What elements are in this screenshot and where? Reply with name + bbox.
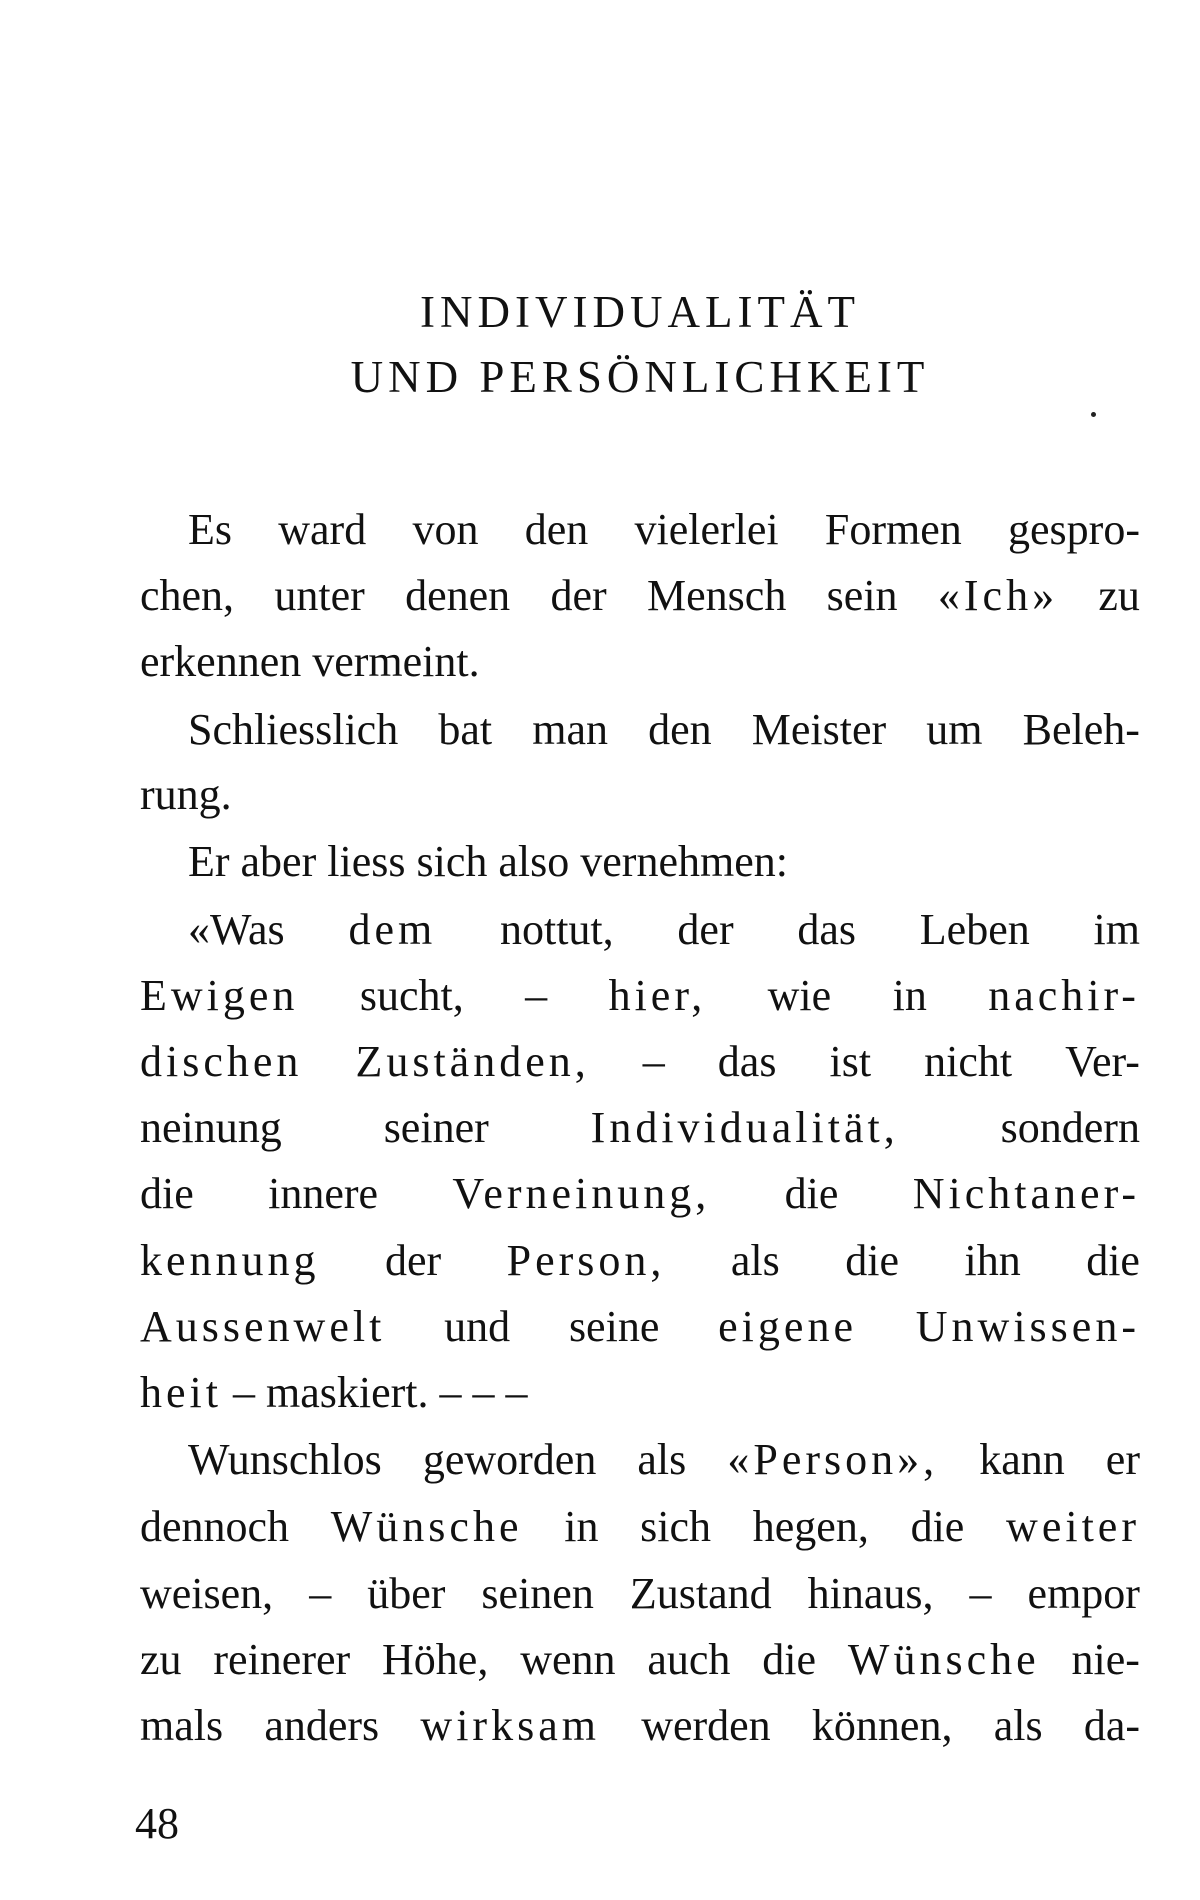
word: «Was	[188, 905, 285, 954]
word: Nichtaner-	[912, 1169, 1140, 1218]
word: den	[524, 505, 589, 554]
word: hinaus,	[807, 1569, 934, 1618]
word: Zustand	[629, 1569, 772, 1618]
word: sich	[640, 1502, 712, 1551]
word: zu	[1098, 571, 1140, 620]
word: «Person»,	[727, 1435, 939, 1484]
word: hegen,	[752, 1502, 869, 1551]
body-line	[140, 505, 1140, 554]
body-line	[140, 1635, 1140, 1684]
word: –	[232, 1368, 255, 1417]
word: sein	[826, 571, 898, 620]
body-line	[140, 1103, 1140, 1152]
word: liess	[327, 837, 406, 886]
word: um	[926, 705, 983, 754]
word: sondern	[1000, 1103, 1140, 1152]
word: rung.	[140, 770, 232, 819]
word: und	[444, 1302, 511, 1351]
word: Schliesslich	[188, 705, 399, 754]
body-line	[140, 1169, 1140, 1218]
word: als	[637, 1435, 687, 1484]
word: können,	[811, 1701, 953, 1750]
body-line	[140, 770, 1140, 819]
word: neinung	[140, 1103, 282, 1152]
word: Beleh-	[1022, 705, 1140, 754]
word: Verneinung,	[452, 1169, 711, 1218]
chapter-title-line-1: INDIVIDUALITÄT	[420, 287, 860, 337]
word: wenn	[520, 1635, 616, 1684]
word: Mensch	[647, 571, 787, 620]
word: «Ich»	[937, 571, 1059, 620]
word: Es	[188, 505, 232, 554]
word: nicht	[924, 1037, 1013, 1086]
word: –	[525, 971, 548, 1020]
word: dischen	[140, 1037, 303, 1086]
word: Höhe,	[382, 1635, 489, 1684]
word: nie-	[1071, 1635, 1140, 1684]
word: Zuständen,	[355, 1037, 590, 1086]
word: Ver-	[1065, 1037, 1140, 1086]
word: empor	[1027, 1569, 1140, 1618]
word: aber	[240, 837, 317, 886]
word: nachir-	[988, 971, 1140, 1020]
word: wirksam	[420, 1701, 600, 1750]
word: die	[784, 1169, 839, 1218]
word: kann	[979, 1435, 1065, 1484]
word: wie	[767, 971, 832, 1020]
word: als	[993, 1701, 1043, 1750]
body-line	[140, 1701, 1140, 1750]
body-line	[140, 1502, 1140, 1551]
word: auch	[647, 1635, 731, 1684]
word: die	[1086, 1236, 1140, 1285]
word: Ewigen	[140, 971, 299, 1020]
word: werden	[641, 1701, 771, 1750]
word: Formen	[824, 505, 962, 554]
word: die	[845, 1236, 900, 1285]
word: Person,	[506, 1236, 666, 1285]
word: weisen,	[140, 1569, 274, 1618]
word: der	[550, 571, 607, 620]
word: im	[1093, 905, 1140, 954]
word: die	[910, 1502, 965, 1551]
page-number: 48	[135, 1799, 179, 1848]
word: bat	[438, 705, 493, 754]
word: –	[309, 1569, 332, 1618]
word: der	[385, 1236, 442, 1285]
word: in	[892, 971, 927, 1020]
word: seinen	[481, 1569, 594, 1618]
word: zu	[140, 1635, 182, 1684]
word: dem	[348, 905, 437, 954]
body-line	[140, 1368, 1140, 1417]
word: –	[505, 1368, 528, 1417]
body-line	[140, 637, 1140, 686]
word: erkennen	[140, 637, 302, 686]
word: hier,	[608, 971, 707, 1020]
body-line	[140, 1569, 1140, 1618]
word: ihn	[964, 1236, 1021, 1285]
word: vielerlei	[634, 505, 779, 554]
word: denen	[405, 571, 511, 620]
body-line	[140, 837, 1140, 886]
word: weiter	[1006, 1502, 1140, 1551]
word: die	[140, 1169, 194, 1218]
word: ist	[829, 1037, 872, 1086]
word: Meister	[751, 705, 887, 754]
word: Aussenwelt	[140, 1302, 386, 1351]
body-line	[140, 1236, 1140, 1285]
word: der	[677, 905, 734, 954]
word: heit	[140, 1368, 222, 1417]
word: unter	[274, 571, 365, 620]
word: innere	[268, 1169, 379, 1218]
word: das	[797, 905, 857, 954]
word: chen,	[140, 571, 235, 620]
word: geworden	[422, 1435, 597, 1484]
word: –	[439, 1368, 462, 1417]
body-line	[140, 571, 1140, 620]
word: in	[564, 1502, 599, 1551]
word: –	[969, 1569, 992, 1618]
word: als	[730, 1236, 780, 1285]
body-line	[140, 1435, 1140, 1484]
word: –	[642, 1037, 665, 1086]
word: vermeint.	[312, 637, 480, 686]
word: seiner	[383, 1103, 489, 1152]
word: von	[412, 505, 479, 554]
body-line	[140, 1037, 1140, 1086]
word: seine	[568, 1302, 660, 1351]
word: anders	[264, 1701, 380, 1750]
ink-speck	[1091, 412, 1096, 417]
word: ward	[278, 505, 367, 554]
word: da-	[1083, 1701, 1140, 1750]
body-line	[140, 1302, 1140, 1351]
word: er	[1105, 1435, 1140, 1484]
body-line	[140, 705, 1140, 754]
word: eigene	[718, 1302, 857, 1351]
word: Unwissen-	[915, 1302, 1140, 1351]
word: reinerer	[213, 1635, 351, 1684]
word: also	[498, 837, 570, 886]
word: Wunschlos	[188, 1435, 382, 1484]
chapter-title-line-2: UND PERSÖNLICHKEIT	[350, 352, 930, 402]
word: kennung	[140, 1236, 320, 1285]
word: gespro-	[1008, 505, 1140, 554]
word: Wünsche	[330, 1502, 523, 1551]
body-line	[140, 905, 1140, 954]
word: man	[532, 705, 608, 754]
word: nottut,	[499, 905, 614, 954]
word: Leben	[919, 905, 1030, 954]
word: mals	[140, 1701, 224, 1750]
word: die	[762, 1635, 817, 1684]
word: maskiert.	[265, 1368, 429, 1417]
word: das	[717, 1037, 777, 1086]
word: Er	[188, 837, 230, 886]
word: den	[648, 705, 712, 754]
word: über	[367, 1569, 446, 1618]
word: dennoch	[140, 1502, 290, 1551]
word: vernehmen:	[580, 837, 788, 886]
body-line	[140, 971, 1140, 1020]
word: Individualität,	[590, 1103, 899, 1152]
word: sich	[416, 837, 488, 886]
word: Wünsche	[847, 1635, 1040, 1684]
word: –	[472, 1368, 495, 1417]
word: sucht,	[359, 971, 464, 1020]
